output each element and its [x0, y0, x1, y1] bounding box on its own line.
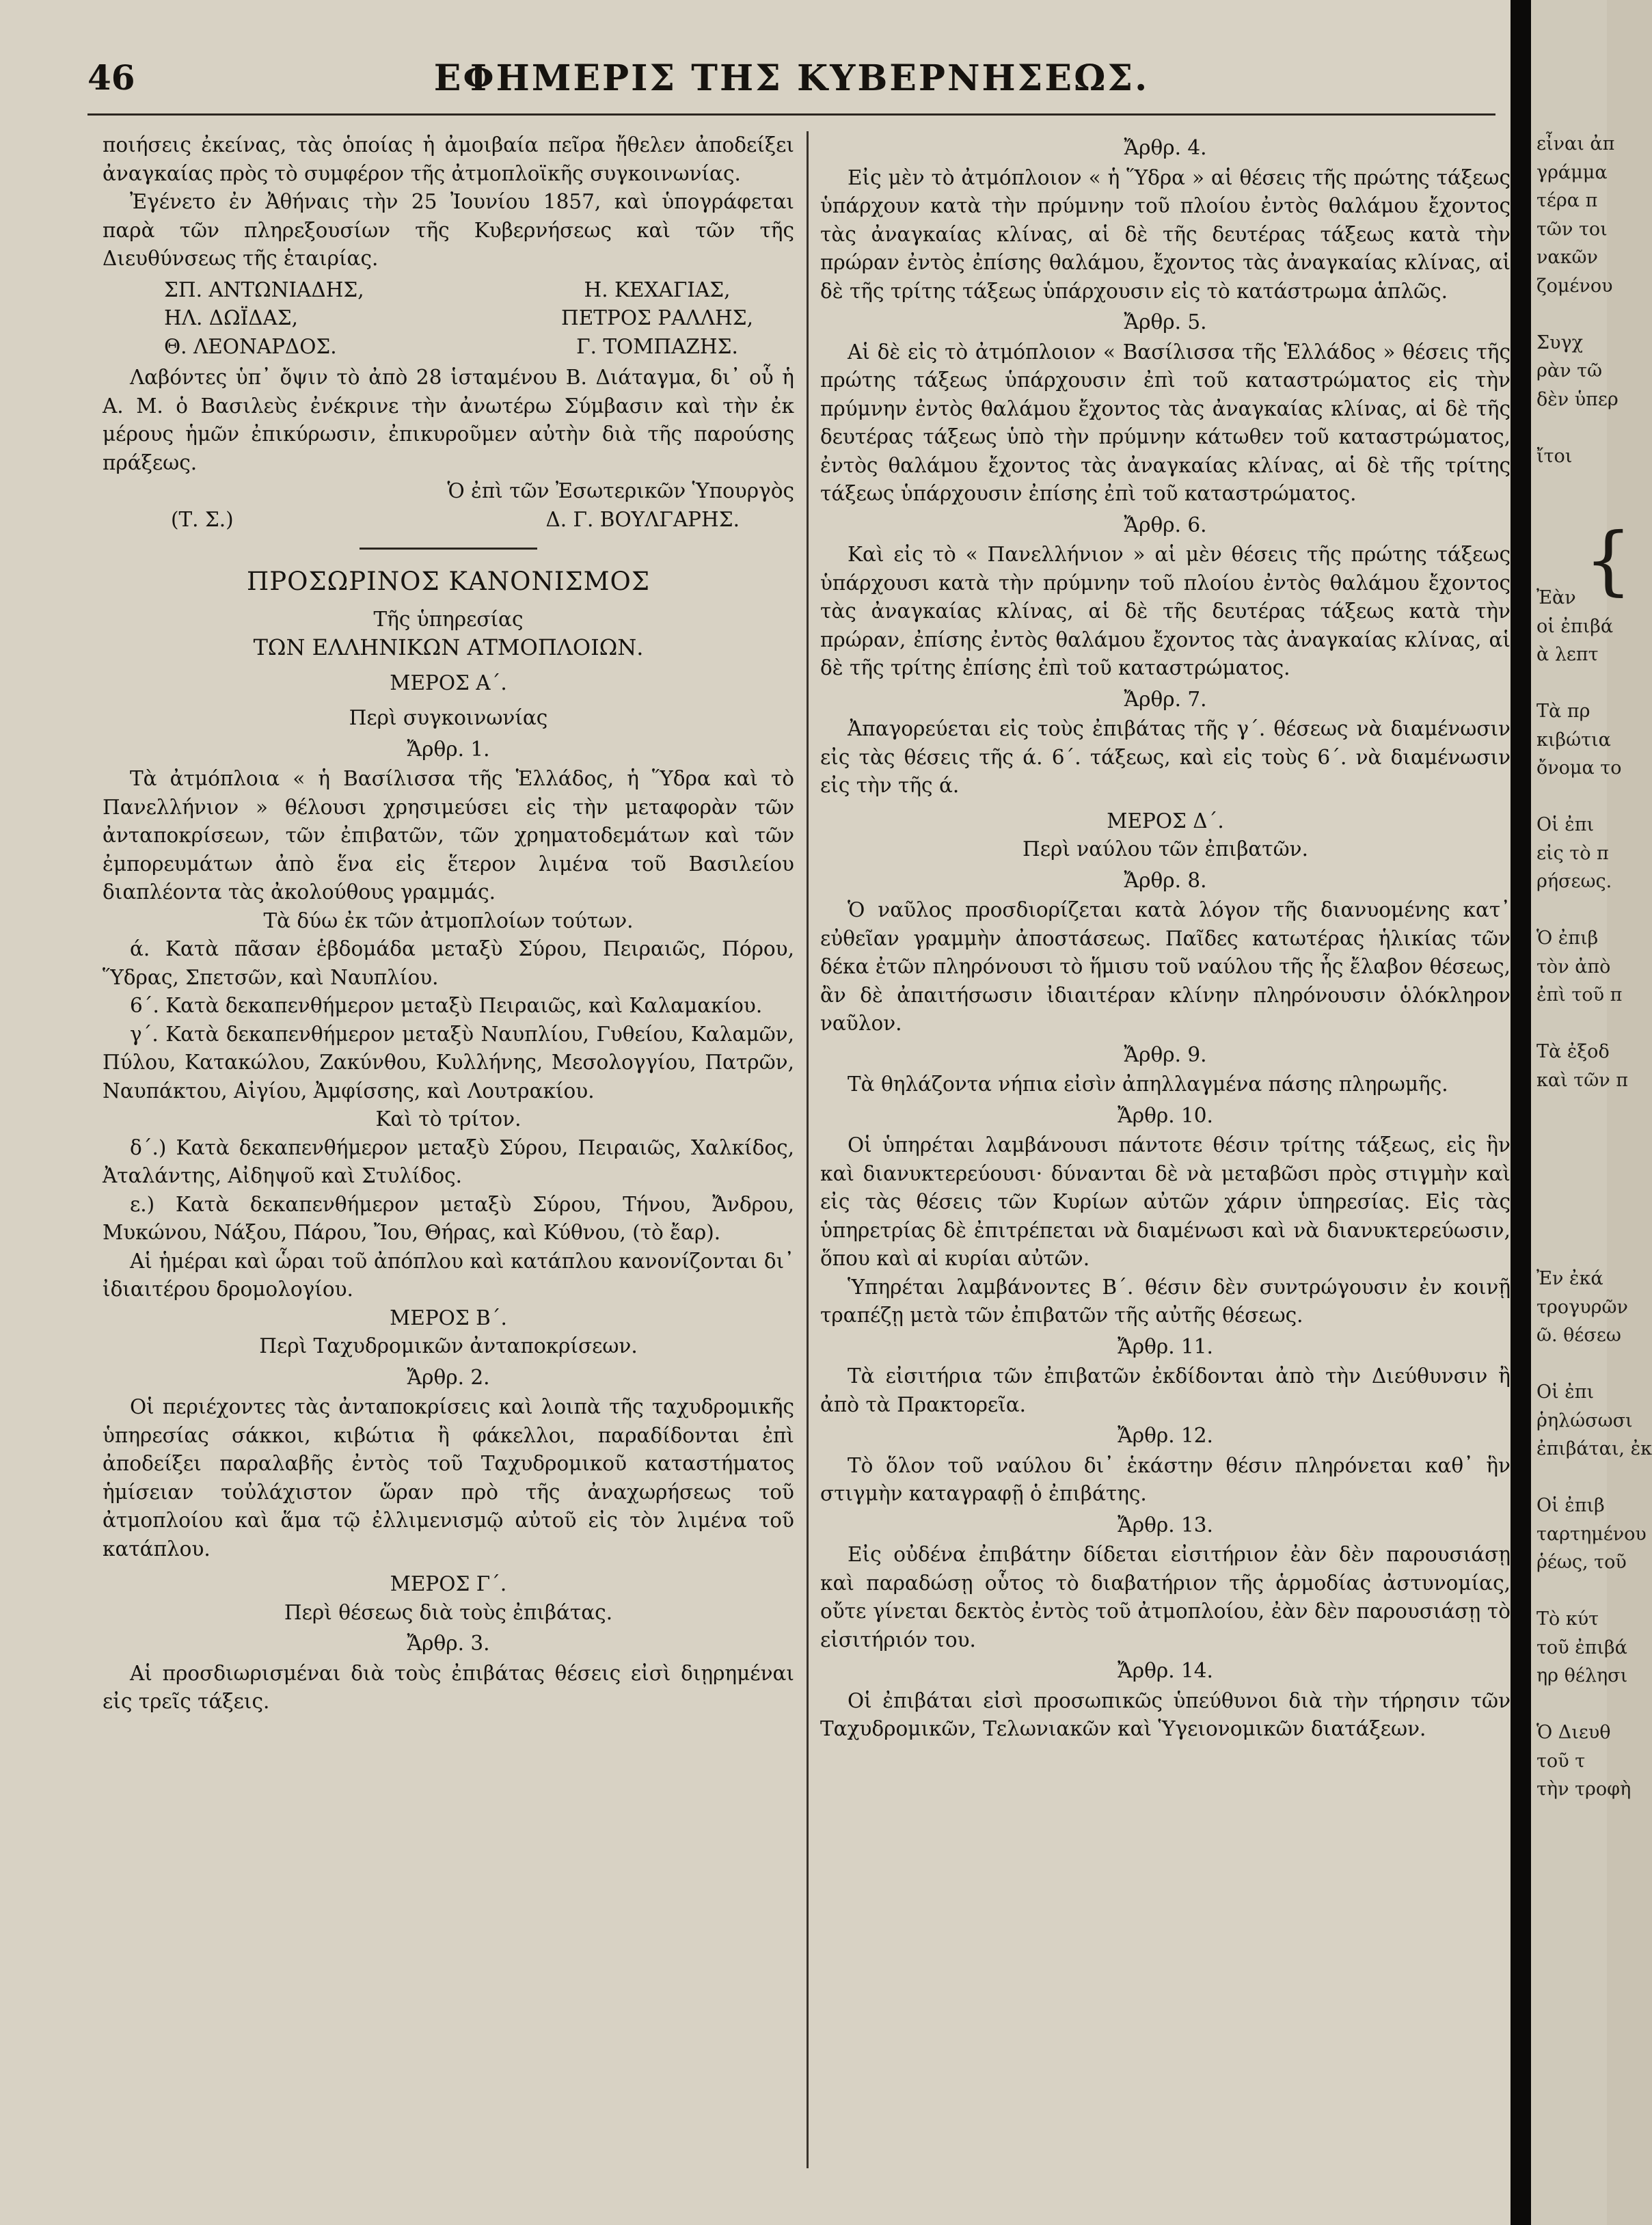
facing-page-fragment: Ὁ Διευθ	[1536, 1722, 1611, 1743]
article-text: Αἱ δὲ εἰς τὸ ἀτμόπλοιον « Βασίλισσα τῆς Ἑλλάδος » θέσεις τῆς πρώτης τάξεως ὑπάρχουσιν ἐπὶ τοῦ καταστρώματος εἰς τὴν πρύμνην ἐντὸς θαλάμου ἔχοντος τὰς ἀναγκαίας κλίνας, αἱ δὲ τῆς δευτέρας τάξεως ὑπὸ τὴν πρύμνην κάτωθεν τοῦ καταστρώματος, ἐντὸς θαλάμου ἔχοντος τὰς ἀναγκαίας κλίνας, αἱ δὲ τῆς τρίτης τάξεως ὑπάρχουσιν ἐπίσης ἐπὶ τοῦ καταστρώματος.	[820, 340, 1511, 505]
facing-page-fragment: νακῶν	[1536, 247, 1598, 268]
facing-page-fragment: Συγχ	[1536, 332, 1584, 353]
article-number: Ἄρθρ. 9.	[1124, 1042, 1207, 1066]
signatures	[103, 276, 794, 362]
article-number: Ἄρθρ. 7.	[1124, 687, 1207, 711]
facing-page-fragment: γράμμα	[1536, 161, 1608, 183]
facing-page-fragment	[1536, 470, 1632, 499]
schedule-paragraph: Αἱ ἡμέραι καὶ ὧραι τοῦ ἀπόπλου καὶ κατάπλου κανονίζονται δι᾽ ἰδιαιτέρου δρομολογίου.	[103, 1249, 794, 1301]
facing-page-fragment	[1536, 1151, 1632, 1180]
article-number: Ἄρθρ. 10.	[1118, 1103, 1213, 1127]
article-number: Ἄρθρ. 11.	[1118, 1334, 1213, 1358]
brace-mark: {	[1584, 516, 1632, 604]
routes-intro: Τὰ δύω ἐκ τῶν ἀτμοπλοίων τούτων.	[263, 908, 634, 932]
page-number: 46	[87, 57, 135, 98]
part-subheading: Περὶ συγκοινωνίας	[349, 706, 548, 729]
part-heading: ΜΕΡΟΣ Γ΄.	[390, 1572, 507, 1595]
facing-page-fragment: ὰ λεπτ	[1536, 644, 1599, 665]
facing-page-fragments	[1536, 130, 1652, 1804]
facing-page-fragment	[1536, 1180, 1632, 1209]
article-text: Ἀπαγορεύεται εἰς τοὺς ἐπιβάτας τῆς γ΄. θέσεως νὰ διαμένωσιν εἰς τὰς θέσεις τῆς ά. 6΄. τάξεως, καὶ εἰς τοὺς 6΄. νὰ διαμένωσιν εἰς τὴν τῆς ά.	[820, 717, 1511, 797]
article-text: Ὁ ναῦλος προσδιορίζεται κατὰ λόγον τῆς διανυομένης κατ᾽ εὐθεῖαν γραμμὴν ἀποστάσεως. Παῖδες κατωτέρας ἡλικίας τῶν δέκα ἐτῶν πληρόνουσι τὸ ἥμισυ τοῦ ναύλου τῆς ἧς ἔλαβον θέσεως, ἂν δὲ ἀπαιτήσωσιν ἰδιαιτέραν κλίνην πληρόνουσιν ὁλόκληρον ναῦλον.	[820, 898, 1511, 1035]
facing-page-fragment: ρὰν τῶ	[1536, 360, 1603, 381]
article-number: Ἄρθρ. 6.	[1124, 513, 1207, 537]
facing-page-fragment	[1536, 1350, 1632, 1379]
part-subheading: Περὶ θέσεως διὰ τοὺς ἐπιβάτας.	[284, 1600, 613, 1624]
facing-page-fragment: ταρτημένου	[1536, 1523, 1647, 1545]
article-text: Εἰς μὲν τὸ ἀτμόπλοιον « ἡ Ὕδρα » αἱ θέσεις τῆς πρώτης τάξεως ὑπάρχουν κατὰ τὴν πρύμνην τοῦ πλοίου ἐντὸς θαλάμου ἔχοντος τὰς ἀναγκαίας κλίνας, αἱ δὲ τῆς δευτέρας τάξεως κατὰ τὴν πρώραν ἐντὸς ἐπίσης θαλάμου, ἔχοντος τὰς ἀναγκαίας κλίνας, αἱ δὲ τῆς τρίτης τάξεως ὑπάρχουσιν εἰς τὸ κατάστρωμα ἁπλῶς.	[820, 165, 1511, 303]
facing-page-fragment: ῥέως, τοῦ	[1536, 1552, 1627, 1573]
route-item: δ΄.) Κατὰ δεκαπενθήμερον μεταξὺ Σύρου, Πειραιῶς, Χαλκίδος, Ἀταλάντης, Αἰδηψοῦ καὶ Στυλίδος.	[103, 1135, 794, 1187]
article-text: Εἰς οὐδένα ἐπιβάτην δίδεται εἰσιτήριον ἐὰν δὲν παρουσιάσῃ καὶ παραδώσῃ οὗτος τὸ διαβατήριον τῆς ἁρμοδίας ἀστυνομίας, οὔτε γίνεται δεκτὸς ἐντὸς τοῦ ἀτμοπλοίου, ἐὰν δὲν παρουσιάσῃ τὸ εἰσιτήριόν του.	[820, 1543, 1511, 1651]
part-heading: ΜΕΡΟΣ Α΄.	[390, 671, 507, 695]
article-number: Ἄρθρ. 2.	[407, 1365, 490, 1389]
signature-name: ΗΛ. ΔΩΪΔΑΣ,	[164, 306, 299, 329]
article-text: Τὰ θηλάζοντα νήπια εἰσὶν ἀπηλλαγμένα πάσης πληρωμῆς.	[848, 1073, 1448, 1096]
facing-page-fragment	[1536, 1010, 1632, 1038]
facing-page-fragment	[1536, 1208, 1632, 1237]
facing-page-fragment: Οἱ ἐπι	[1536, 1381, 1595, 1403]
facing-page-fragment	[1536, 1094, 1632, 1123]
facing-page-fragment: τοῦ τ	[1536, 1750, 1586, 1772]
facing-page-fragment: οἱ ἐπιβά	[1536, 615, 1614, 637]
regulation-title: ΠΡΟΣΩΡΙΝΟΣ ΚΑΝΟΝΙΣΜΟΣ	[246, 567, 651, 596]
intro-paragraph: ποιήσεις ἐκείνας, τὰς ὁποίας ἡ ἀμοιβαία πεῖρα ἤθελεν ἀποδείξει ἀναγκαίας πρὸς τὸ συμφέρον τῆς ἀτμοπλοϊκῆς συγκοινωνίας.	[103, 133, 794, 185]
article-number: Ἄρθρ. 8.	[1124, 868, 1207, 892]
facing-page-fragment: Ἐὰν	[1536, 587, 1576, 608]
facing-page-fragment: Τὸ κύτ	[1536, 1608, 1599, 1630]
column-divider	[807, 131, 809, 2168]
facing-page-fragment	[1536, 300, 1632, 329]
facing-page-fragment	[1536, 1123, 1632, 1152]
article-number: Ἄρθρ. 1.	[407, 737, 490, 761]
facing-page-fragment	[1536, 1237, 1632, 1265]
route-item: ε.) Κατὰ δεκαπενθήμερον μεταξὺ Σύρου, Τήνου, Ἄνδρου, Μυκώνου, Νάξου, Πάρου, Ἴου, Θήρας, καὶ Κύθνου, (τὸ ἔαρ).	[103, 1192, 794, 1244]
facing-page-fragment: ρήσεως.	[1536, 871, 1612, 892]
signing-paragraph: Ἐγένετο ἐν Ἀθήναις τὴν 25 Ἰουνίου 1857, καὶ ὑπογράφεται παρὰ τῶν πληρεξουσίων τῆς Κυβερνήσεως καὶ τῶν τῆς Διευθύνσεως τῆς ἑταιρίας.	[103, 190, 794, 270]
facing-page-fragment: δὲν ὑπερ	[1536, 388, 1619, 410]
facing-page-fragment	[1536, 896, 1632, 925]
article-text: Οἱ ἐπιβάται εἰσὶ προσωπικῶς ὑπεύθυνοι διὰ τὴν τήρησιν τῶν Ταχυδρομικῶν, Τελωνιακῶν καὶ Ὑγειονομικῶν διατάξεων.	[820, 1688, 1511, 1740]
part-subheading: Περὶ ναύλου τῶν ἐπιβατῶν.	[1023, 837, 1308, 861]
ratification-paragraph: Λαβόντες ὑπ᾽ ὄψιν τὸ ἀπὸ 28 ἱσταμένου Β. Διάταγμα, δι᾽ οὗ ἡ Α. Μ. ὁ Βασιλεὺς ἐνέκρινε τὴν ἀνωτέρω Σύμβασιν καὶ τὴν ἐκ μέρους ἡμῶν ἐπικύρωσιν, ἐπικυροῦμεν αὐτὴν διὰ τῆς παρούσης πράξεως.	[103, 366, 794, 474]
facing-page-fragment: τέρα π	[1536, 190, 1598, 211]
section-rule	[360, 548, 537, 550]
regulation-subtitle: Τῆς ὑπηρεσίας	[373, 607, 524, 631]
signature-name: Θ. ΛΕΟΝΑΡΔΟΣ.	[164, 334, 337, 358]
article-number: Ἄρθρ. 13.	[1118, 1513, 1213, 1537]
article-text: Τὰ ἀτμόπλοια « ἡ Βασίλισσα τῆς Ἑλλάδος, ἡ Ὕδρα καὶ τὸ Πανελλήνιον » θέλουσι χρησιμεύσει εἰς τὴν μεταφορὰν τῶν ἀνταποκρίσεων, τῶν ἐπιβατῶν, τῶν χρηματοδεμάτων καὶ τῶν ἐμπορευμάτων ἀπὸ ἕνα εἰς ἕτερον λιμένα τοῦ Βασιλείου διαπλέοντα τὰς ἀκολούθους γραμμάς.	[103, 767, 794, 904]
facing-page-fragment	[1536, 1690, 1632, 1719]
facing-page-fragment: ἐπιβάται, ἐκ	[1536, 1438, 1652, 1459]
minister-title: Ὁ ἐπὶ τῶν Ἐσωτερικῶν Ὑπουργὸς	[447, 479, 794, 502]
article-number: Ἄρθρ. 14.	[1118, 1659, 1213, 1682]
facing-page-fragment: Τὰ πρ	[1536, 701, 1590, 722]
facing-page-fragment	[1536, 1577, 1632, 1606]
facing-page-fragment: εἰς τὸ π	[1536, 842, 1609, 864]
article-text: Οἱ ὑπηρέται λαμβάνουσι πάντοτε θέσιν τρίτης τάξεως, εἰς ἣν καὶ διανυκτερεύουσι· δύνανται δὲ νὰ μεταβῶσι πρὸς στιγμὴν καὶ εἰς τὰς θέσεις τῶν Κυρίων αὐτῶν χάριν ὑπηρεσίας. Εἰς τὰς ὑπηρετρίας δὲ ἐπιτρέπεται νὰ διαμένωσι καὶ νὰ διανυκτερεύωσιν, ὅπου καὶ αἱ κυρίαι αὐτῶν.	[820, 1133, 1511, 1270]
facing-page-fragment: Οἱ ἐπι	[1536, 814, 1595, 835]
facing-page-fragment: ζομένου	[1536, 275, 1613, 297]
facing-page-fragment	[1536, 414, 1632, 442]
facing-page-fragment: ἴτοι	[1536, 445, 1573, 467]
book-gutter	[1511, 0, 1531, 2225]
facing-page-fragment: καὶ τῶν π	[1536, 1069, 1628, 1091]
facing-page-fragment	[1536, 1464, 1632, 1492]
part-heading: ΜΕΡΟΣ Δ΄.	[1107, 809, 1224, 833]
route-item: 6΄. Κατὰ δεκαπενθήμερον μεταξὺ Πειραιῶς, καὶ Καλαμακίου.	[130, 994, 763, 1017]
facing-page-fragment: τῶν τοι	[1536, 218, 1608, 240]
facing-page-fragment: ηρ θέλησι	[1536, 1665, 1628, 1686]
facing-page-fragment: τὴν τροφὴ	[1536, 1779, 1631, 1800]
page-header	[87, 57, 1495, 112]
facing-page-fragment: κιβώτια	[1536, 729, 1611, 751]
article-text: Ὑπηρέται λαμβάνοντες Β΄. θέσιν δὲν συντρώγουσιν ἐν κοινῇ τραπέζῃ μετὰ τῶν ἐπιβατῶν τῆς αὐτῆς θέσεως.	[820, 1275, 1511, 1327]
facing-page-edge	[1531, 0, 1652, 2225]
facing-page-fragment: τοῦ ἐπιβά	[1536, 1636, 1627, 1658]
route-item: γ΄. Κατὰ δεκαπενθήμερον μεταξὺ Ναυπλίου, Γυθείου, Καλαμῶν, Πύλου, Κατακώλου, Ζακύνθου, Κυλλήνης, Μεσολογγίου, Πατρῶν, Ναυπάκτου, Αἰγίου, Ἀμφίσσης, καὶ Λουτρακίου.	[103, 1022, 794, 1103]
facing-page-fragment: Τὰ ἐξοδ	[1536, 1041, 1610, 1062]
facing-page-fragment: ῶ. θέσεω	[1536, 1325, 1621, 1346]
article-number: Ἄρθρ. 5.	[1124, 310, 1207, 334]
facing-page-fragment	[1536, 669, 1632, 698]
facing-page-fragment: ῥηλώσωσι	[1536, 1410, 1633, 1431]
article-text: Τὰ εἰσιτήρια τῶν ἐπιβατῶν ἐκδίδονται ἀπὸ τὴν Διεύθυνσιν ἢ ἀπὸ τὰ Πρακτορεῖα.	[820, 1364, 1511, 1416]
article-text: Οἱ περιέχοντες τὰς ἀνταποκρίσεις καὶ λοιπὰ τῆς ταχυδρομικῆς ὑπηρεσίας σάκκοι, κιβώτια ἢ φάκελλοι, παραδίδονται ἐπὶ ἀποδείξει παραλαβῆς ἐντὸς τοῦ Ταχυδρομικοῦ καταστήματος ἡμίσειαν τοὐλάχιστον ὥραν πρὸ τῆς ἀναχωρήσεως τοῦ ἀτμοπλοίου καὶ ἅμα τῷ ἐλλιμενισμῷ αὐτοῦ εἰς τὸν λιμένα τοῦ κατάπλου.	[103, 1395, 794, 1561]
part-subheading: Περὶ Ταχυδρομικῶν ἀνταποκρίσεων.	[259, 1334, 638, 1358]
signature-name: Η. ΚΕΧΑΓΙΑΣ,	[584, 278, 731, 301]
signature-name: ΣΠ. ΑΝΤΩΝΙΑΔΗΣ,	[164, 278, 364, 301]
seal-mark: (Τ. Σ.)	[171, 507, 234, 531]
facing-page-fragment: ἐπὶ τοῦ π	[1536, 984, 1623, 1006]
regulation-subject: ΤΩΝ ΕΛΛΗΝΙΚΩΝ ΑΤΜΟΠΛΟΙΩΝ.	[253, 634, 644, 660]
facing-page-fragment	[1536, 783, 1632, 811]
facing-page-fragment: εἶναι ἀπ	[1536, 133, 1615, 154]
facing-page-fragment: ὄνομα το	[1536, 757, 1622, 779]
article-number: Ἄρθρ. 12.	[1118, 1424, 1213, 1447]
left-column	[103, 131, 794, 1716]
journal-title: ΕΦΗΜΕΡΙΣ ΤΗΣ ΚΥΒΕΡΝΗΣΕΩΣ.	[433, 57, 1150, 99]
header-rule	[87, 113, 1495, 116]
article-text: Τὸ ὅλον τοῦ ναύλου δι᾽ ἑκάστην θέσιν πληρόνεται καθ᾽ ἣν στιγμὴν καταγραφῇ ὁ ἐπιβάτης.	[820, 1453, 1511, 1505]
part-heading: ΜΕΡΟΣ Β΄.	[390, 1306, 507, 1330]
article-text: Αἱ προσδιωρισμέναι διὰ τοὺς ἐπιβάτας θέσεις εἰσὶ διῃρημέναι εἰς τρεῖς τάξεις.	[103, 1661, 794, 1713]
facing-page-fragment: Ἐν ἐκά	[1536, 1268, 1603, 1289]
facing-page-fragment: Ὁ ἐπιβ	[1536, 928, 1599, 949]
article-number: Ἄρθρ. 3.	[407, 1632, 490, 1655]
route-item: ά. Κατὰ πᾶσαν ἑβδομάδα μεταξὺ Σύρου, Πειραιῶς, Πόρου, Ὕδρας, Σπετσῶν, καὶ Ναυπλίου.	[103, 937, 794, 989]
article-text: Καὶ εἰς τὸ « Πανελλήνιον » αἱ μὲν θέσεις τῆς πρώτης τάξεως ὑπάρχουσι κατὰ τὴν πρύμνην τοῦ πλοίου ἐντὸς θαλάμου ἔχοντος τὰς ἀναγκαίας κλίνας, αἱ δὲ τῆς δευτέρας τάξεως κατὰ τὴν πρώραν, ἐπίσης ἐντὸς θαλάμου ἔχοντος τὰς ἀναγκαίας κλίνας, αἱ δὲ τῆς τρίτης ἐπίσης ἐπὶ τοῦ καταστρώματος.	[820, 543, 1511, 679]
signature-name: ΠΕΤΡΟΣ ΡΑΛΛΗΣ,	[561, 306, 753, 329]
routes-third: Καὶ τὸ τρίτον.	[375, 1107, 522, 1131]
facing-page-fragment: Οἱ ἐπιβ	[1536, 1495, 1605, 1516]
facing-page-fragment: τρογυρῶν	[1536, 1296, 1628, 1318]
minister-signature-line	[103, 506, 794, 535]
facing-page-fragment: τὸν ἀπὸ	[1536, 956, 1611, 977]
article-number: Ἄρθρ. 4.	[1124, 136, 1207, 159]
right-column	[820, 131, 1511, 1744]
minister-name: Δ. Γ. ΒΟΥΛΓΑΡΗΣ.	[545, 507, 740, 531]
signature-name: Γ. ΤΟΜΠΑΖΗΣ.	[576, 334, 738, 358]
